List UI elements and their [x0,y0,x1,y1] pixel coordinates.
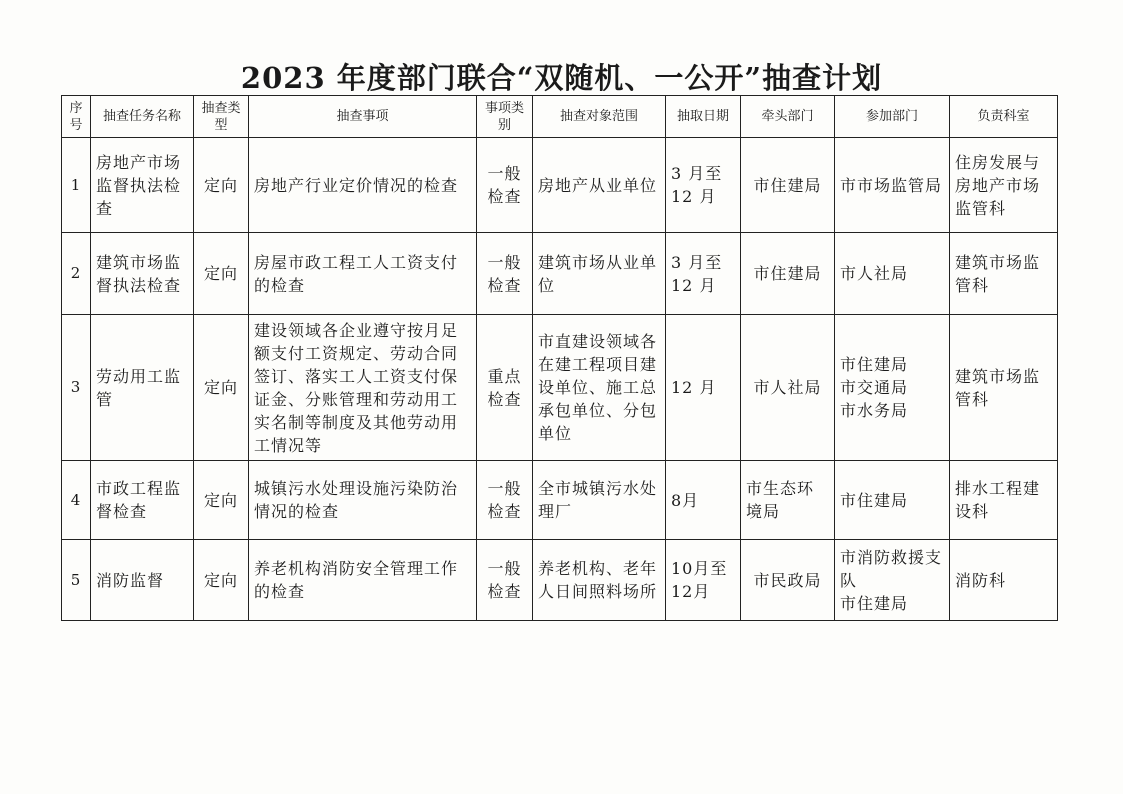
cell-no: 3 [62,315,91,461]
cell-participants: 市市场监管局 [835,138,950,233]
cell-date: 3 月至12 月 [666,233,741,315]
cell-date: 3 月至12 月 [666,138,741,233]
cell-no: 1 [62,138,91,233]
cell-lead: 市生态环境局 [741,461,835,540]
cell-date: 12 月 [666,315,741,461]
header-type: 抽查类型 [194,96,249,138]
cell-lead: 市民政局 [741,540,835,621]
cell-category: 一般检查 [477,138,533,233]
inspection-plan-table [61,95,1058,621]
cell-date: 10月至12月 [666,540,741,621]
cell-type: 定向 [194,540,249,621]
cell-office: 建筑市场监管科 [950,315,1058,461]
header-lead: 牵头部门 [741,96,835,138]
header-task: 抽查任务名称 [91,96,194,138]
table-header-row [62,96,1058,138]
cell-task: 劳动用工监管 [91,315,194,461]
cell-lead: 市人社局 [741,315,835,461]
cell-category: 一般检查 [477,540,533,621]
cell-type: 定向 [194,461,249,540]
cell-lead: 市住建局 [741,138,835,233]
cell-item: 养老机构消防安全管理工作的检查 [249,540,477,621]
cell-date: 8月 [666,461,741,540]
header-item: 抽查事项 [249,96,477,138]
cell-item: 房地产行业定价情况的检查 [249,138,477,233]
cell-no: 2 [62,233,91,315]
header-no: 序号 [62,96,91,138]
cell-scope: 养老机构、老年人日间照料场所 [533,540,666,621]
cell-task: 消防监督 [91,540,194,621]
cell-category: 重点检查 [477,315,533,461]
cell-no: 4 [62,461,91,540]
page-title: 2023 年度部门联合“双随机、一公开”抽查计划 [240,61,883,95]
cell-scope: 房地产从业单位 [533,138,666,233]
header-scope: 抽查对象范围 [533,96,666,138]
cell-scope: 全市城镇污水处理厂 [533,461,666,540]
cell-category: 一般检查 [477,461,533,540]
cell-type: 定向 [194,138,249,233]
cell-type: 定向 [194,233,249,315]
cell-item: 房屋市政工程工人工资支付的检查 [249,233,477,315]
cell-scope: 市直建设领域各在建工程项目建设单位、施工总承包单位、分包单位 [533,315,666,461]
cell-no: 5 [62,540,91,621]
cell-office: 排水工程建设科 [950,461,1058,540]
cell-task: 市政工程监督检查 [91,461,194,540]
table-row [62,138,1058,233]
cell-participants: 市消防救援支队 市住建局 [835,540,950,621]
cell-task: 房地产市场监督执法检查 [91,138,194,233]
cell-participants: 市人社局 [835,233,950,315]
cell-item: 建设领域各企业遵守按月足额支付工资规定、劳动合同签订、落实工人工资支付保证金、分账管理和劳动用工实名制等制度及其他劳动用工情况等 [249,315,477,461]
table-row [62,315,1058,461]
cell-task: 建筑市场监督执法检查 [91,233,194,315]
header-category: 事项类别 [477,96,533,138]
header-date: 抽取日期 [666,96,741,138]
cell-participants: 市住建局 [835,461,950,540]
cell-category: 一般检查 [477,233,533,315]
header-office: 负责科室 [950,96,1058,138]
cell-item: 城镇污水处理设施污染防治情况的检查 [249,461,477,540]
cell-lead: 市住建局 [741,233,835,315]
cell-scope: 建筑市场从业单位 [533,233,666,315]
cell-type: 定向 [194,315,249,461]
table-row [62,233,1058,315]
table-row [62,540,1058,621]
header-participants: 参加部门 [835,96,950,138]
cell-participants: 市住建局 市交通局 市水务局 [835,315,950,461]
cell-office: 住房发展与房地产市场监管科 [950,138,1058,233]
cell-office: 建筑市场监管科 [950,233,1058,315]
table-row [62,461,1058,540]
cell-office: 消防科 [950,540,1058,621]
